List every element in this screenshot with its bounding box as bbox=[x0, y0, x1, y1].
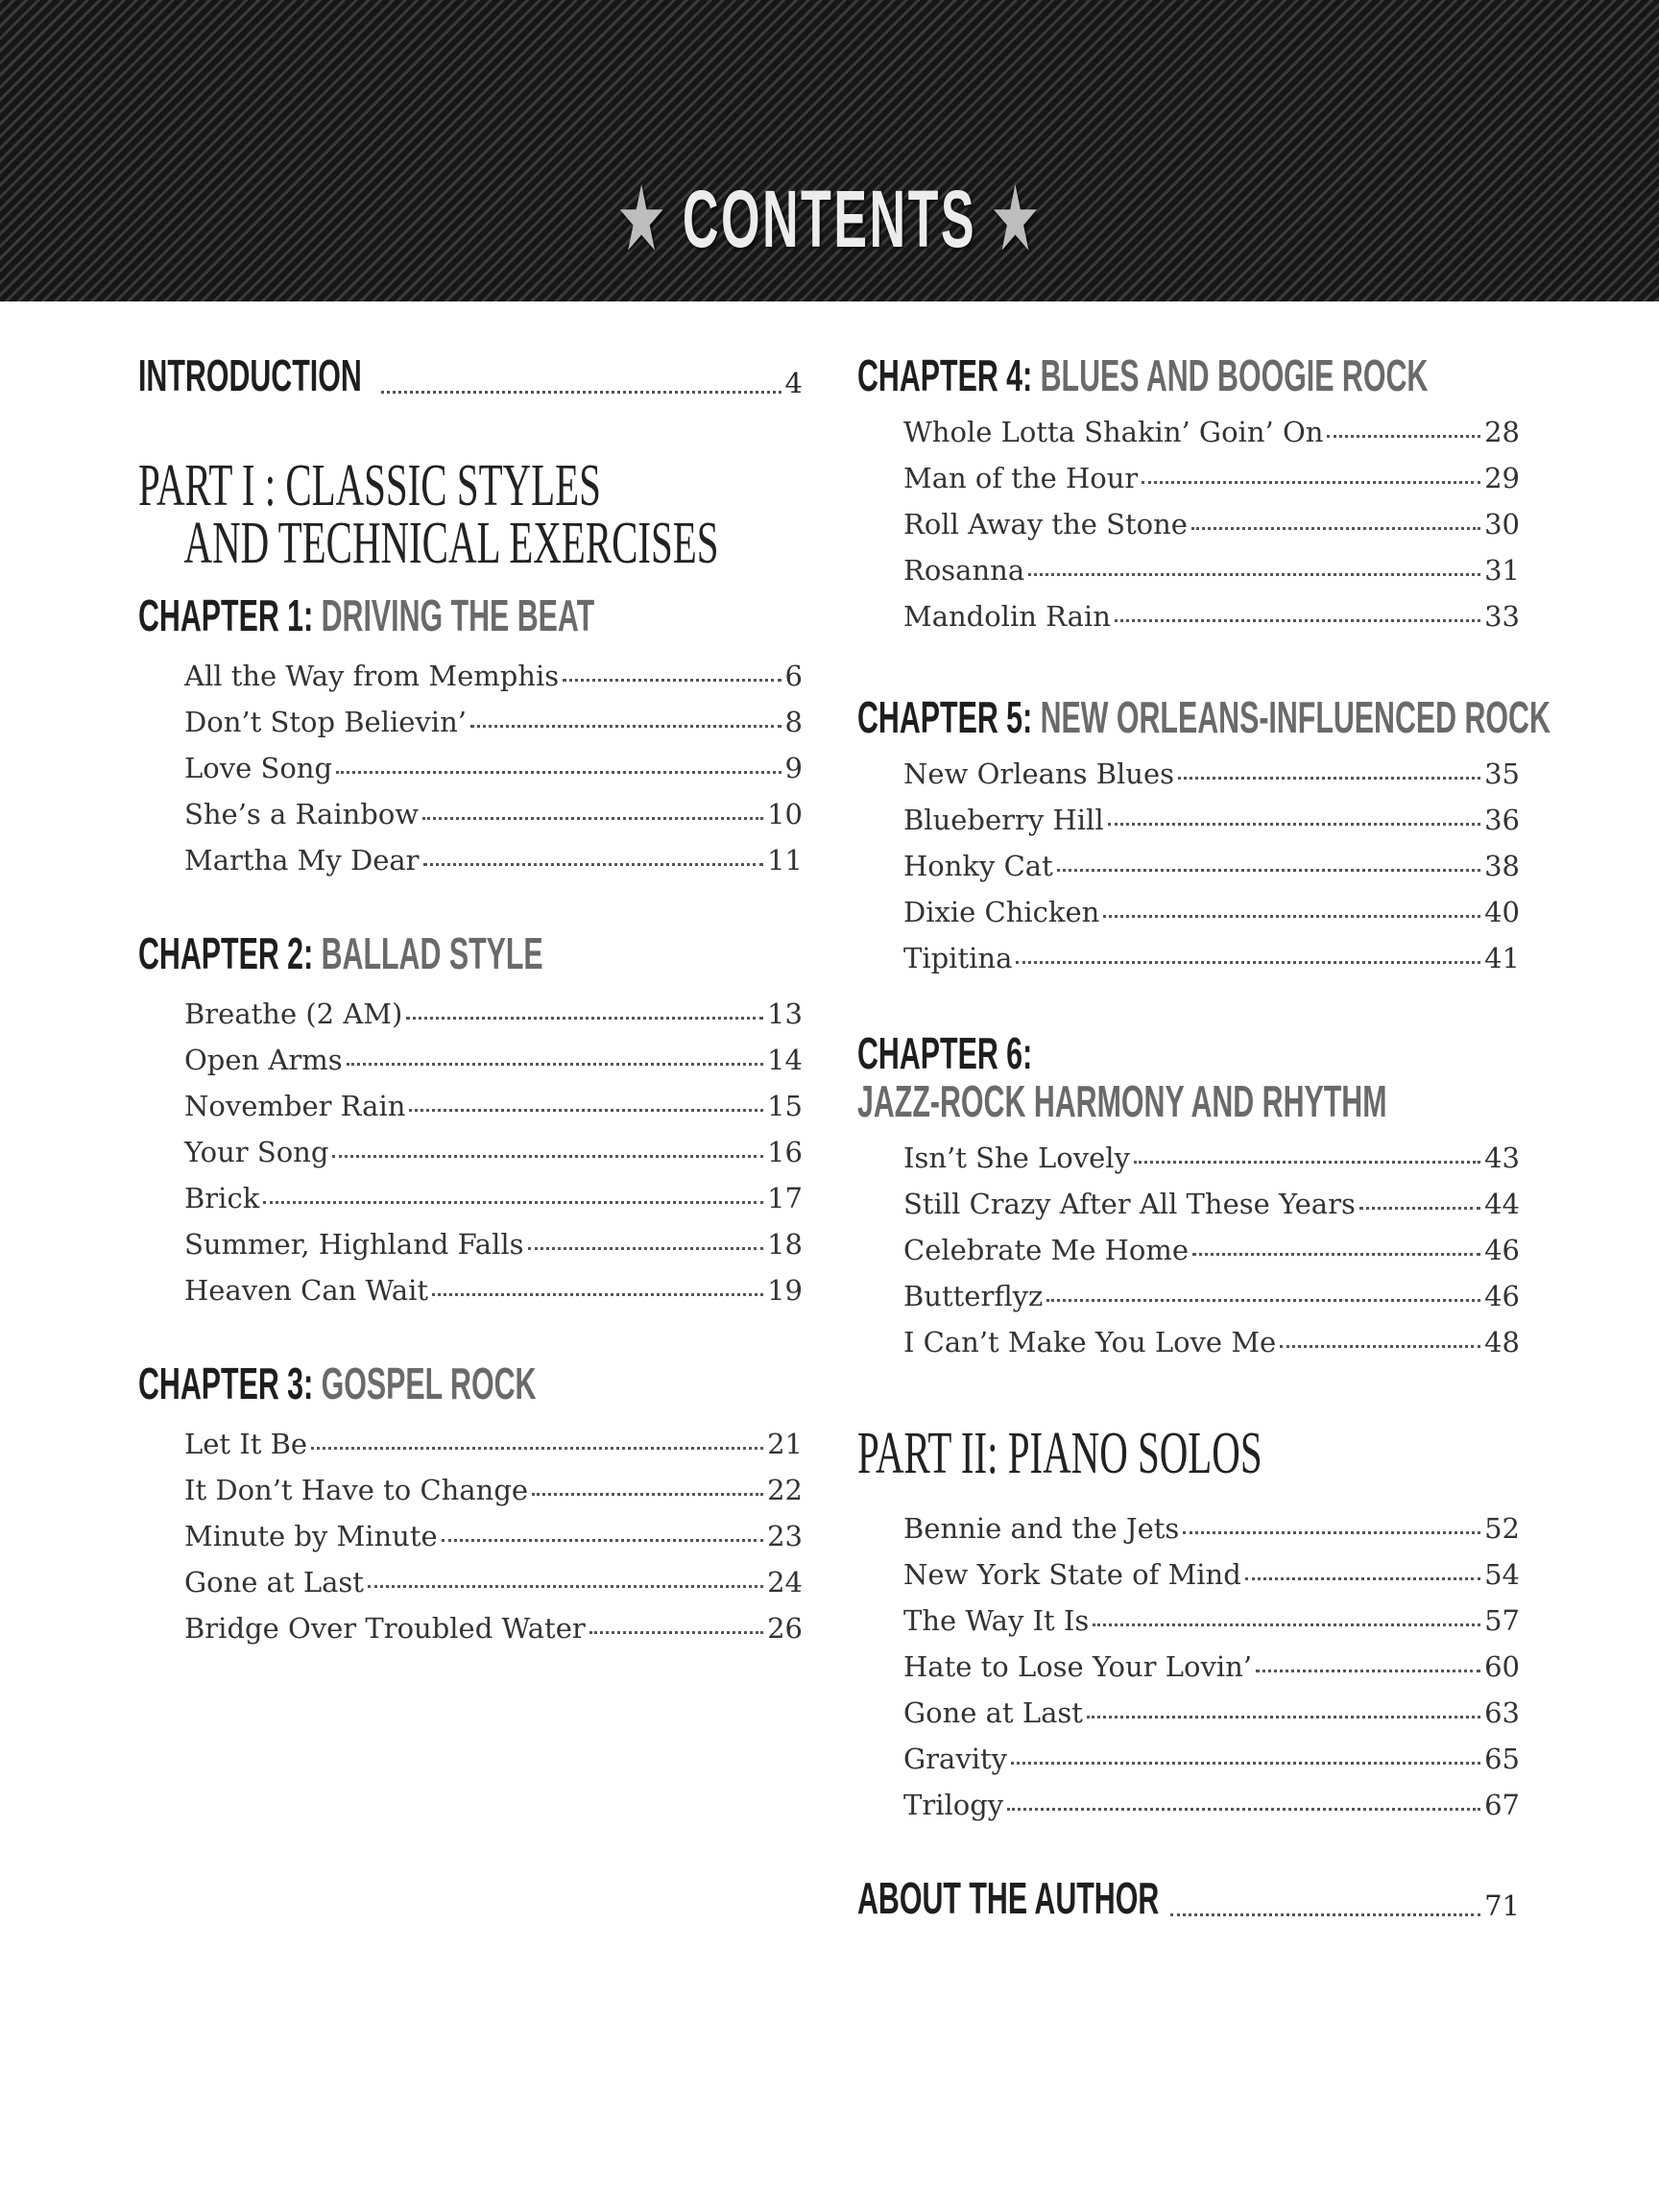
toc-entry[interactable] bbox=[138, 1037, 803, 1083]
leader-dots bbox=[1142, 481, 1480, 484]
toc-entry[interactable] bbox=[857, 593, 1520, 639]
entry-page: 26 bbox=[767, 1612, 803, 1645]
contents-title-text: CONTENTS bbox=[682, 174, 977, 264]
entry-title: New Orleans Blues bbox=[903, 757, 1175, 790]
entry-page: 57 bbox=[1484, 1604, 1520, 1637]
entry-title: She’s a Rainbow bbox=[184, 798, 420, 830]
leader-dots bbox=[406, 1017, 763, 1020]
entry-title: Mandolin Rain bbox=[903, 600, 1111, 633]
entry-page: 67 bbox=[1484, 1789, 1520, 1821]
chapter4-list bbox=[857, 409, 1520, 639]
toc-entry[interactable] bbox=[857, 409, 1520, 455]
leader-dots bbox=[528, 1247, 764, 1250]
toc-entry[interactable] bbox=[138, 1605, 803, 1651]
entry-title: Gravity bbox=[903, 1743, 1008, 1775]
leader-dots bbox=[422, 817, 763, 820]
entry-page: 35 bbox=[1484, 757, 1520, 790]
entry-title: It Don’t Have to Change bbox=[184, 1474, 529, 1506]
toc-entry[interactable] bbox=[857, 1782, 1520, 1828]
entry-page: 60 bbox=[1484, 1650, 1520, 1683]
leader-dots bbox=[442, 1539, 763, 1542]
leader-dots bbox=[1256, 1670, 1480, 1672]
entry-page: 38 bbox=[1484, 850, 1520, 882]
entry-page: 65 bbox=[1484, 1743, 1520, 1775]
entry-title: New York State of Mind bbox=[903, 1558, 1241, 1591]
toc-entry[interactable] bbox=[138, 1421, 803, 1467]
leader-dots bbox=[589, 1631, 763, 1634]
chapter-name: GOSPEL ROCK bbox=[321, 1358, 537, 1408]
entry-title: Gone at Last bbox=[903, 1696, 1083, 1729]
leader-dots bbox=[1183, 1531, 1480, 1534]
entry-page: 11 bbox=[767, 844, 803, 877]
part1-title-line1: PART I : CLASSIC STYLES bbox=[138, 453, 601, 518]
entry-title: Martha My Dear bbox=[184, 844, 420, 877]
entry-title: Gone at Last bbox=[184, 1566, 364, 1599]
toc-entry[interactable] bbox=[138, 837, 803, 883]
toc-entry[interactable] bbox=[857, 1736, 1520, 1782]
leader-dots bbox=[409, 1109, 763, 1112]
leader-dots bbox=[1280, 1345, 1480, 1348]
chapter6-list bbox=[857, 1135, 1520, 1365]
entry-title: All the Way from Memphis bbox=[184, 660, 560, 692]
chapter-name: DRIVING THE BEAT bbox=[321, 590, 595, 640]
toc-entry[interactable] bbox=[857, 1227, 1520, 1273]
entry-title: Tipitina bbox=[903, 942, 1013, 974]
entry-title: Honky Cat bbox=[903, 850, 1053, 882]
entry-page: 13 bbox=[767, 998, 803, 1030]
entry-page: 21 bbox=[767, 1428, 803, 1460]
entry-page: 15 bbox=[767, 1090, 803, 1122]
chapter6-heading-name bbox=[857, 1076, 1387, 1126]
leader-dots bbox=[1359, 1207, 1480, 1210]
entry-page: 16 bbox=[767, 1136, 803, 1168]
part1-title-line2: AND TECHNICAL EXERCISES bbox=[183, 511, 719, 576]
entry-page: 18 bbox=[767, 1228, 803, 1261]
toc-entry[interactable] bbox=[857, 1319, 1520, 1365]
toc-entry[interactable] bbox=[857, 547, 1520, 593]
entry-title: Bennie and the Jets bbox=[903, 1512, 1180, 1545]
chapter5-heading bbox=[857, 687, 1551, 747]
leader-dots bbox=[1115, 619, 1480, 622]
chapter-prefix: CHAPTER 4: bbox=[857, 350, 1033, 400]
toc-entry[interactable] bbox=[138, 791, 803, 837]
leader-dots bbox=[563, 679, 781, 682]
toc-entry[interactable] bbox=[857, 843, 1520, 889]
toc-entry[interactable] bbox=[138, 1467, 803, 1513]
entry-page: 28 bbox=[1484, 416, 1520, 448]
page-number: 4 bbox=[784, 367, 803, 399]
entry-title: Roll Away the Stone bbox=[903, 508, 1188, 541]
chapter1-heading bbox=[138, 586, 595, 645]
chapter-prefix: CHAPTER 5: bbox=[857, 692, 1033, 742]
entry-title: The Way It Is bbox=[903, 1604, 1090, 1637]
entry-title: Don’t Stop Believin’ bbox=[184, 706, 467, 738]
entry-title: Still Crazy After All These Years bbox=[903, 1188, 1356, 1220]
entry-title: Brick bbox=[184, 1182, 260, 1214]
toc-entry[interactable] bbox=[857, 1690, 1520, 1736]
entry-title: Your Song bbox=[184, 1136, 329, 1168]
entry-title: Dixie Chicken bbox=[903, 896, 1100, 928]
toc-entry[interactable] bbox=[138, 699, 803, 745]
entry-page: 29 bbox=[1484, 462, 1520, 494]
leader-dots bbox=[263, 1201, 763, 1204]
leader-dots bbox=[336, 771, 781, 774]
entry-title: Celebrate Me Home bbox=[903, 1234, 1190, 1266]
entry-page: 9 bbox=[784, 752, 803, 784]
chapter5-list bbox=[857, 751, 1520, 981]
entry-title: Butterflyz bbox=[903, 1280, 1044, 1312]
leader-dots bbox=[1192, 1253, 1480, 1256]
toc-entry[interactable] bbox=[857, 935, 1520, 981]
leader-dots bbox=[1007, 1808, 1480, 1811]
leader-dots bbox=[1057, 869, 1480, 872]
part2-list bbox=[857, 1505, 1520, 1828]
toc-entry[interactable] bbox=[138, 1513, 803, 1559]
introduction-heading: INTRODUCTION bbox=[138, 350, 362, 400]
right-column bbox=[857, 336, 1551, 1928]
leader-dots bbox=[1245, 1577, 1480, 1580]
leader-dots bbox=[1093, 1623, 1480, 1626]
chapter3-heading bbox=[138, 1354, 577, 1413]
entry-title: Breathe (2 AM) bbox=[184, 998, 403, 1030]
star-right-icon: ★ bbox=[993, 174, 1041, 264]
page-number: 71 bbox=[1484, 1889, 1520, 1922]
chapter-prefix: CHAPTER 2: bbox=[138, 928, 314, 978]
chapter1-list bbox=[138, 653, 803, 883]
entry-page: 6 bbox=[784, 660, 803, 692]
entry-page: 30 bbox=[1484, 508, 1520, 541]
entry-title: Whole Lotta Shakin’ Goin’ On bbox=[903, 416, 1324, 448]
leader-dots bbox=[1134, 1161, 1480, 1164]
entry-title: Isn’t She Lovely bbox=[903, 1142, 1130, 1174]
toc-entry[interactable] bbox=[138, 1267, 803, 1313]
entry-title: November Rain bbox=[184, 1090, 406, 1122]
leader-dots bbox=[332, 1155, 763, 1158]
entry-page: 43 bbox=[1484, 1142, 1520, 1174]
entry-title: Summer, Highland Falls bbox=[184, 1228, 524, 1261]
toc-entry[interactable] bbox=[857, 751, 1520, 797]
entry-page: 19 bbox=[767, 1274, 803, 1307]
entry-page: 41 bbox=[1484, 942, 1520, 974]
entry-page: 40 bbox=[1484, 896, 1520, 928]
entry-page: 14 bbox=[767, 1044, 803, 1076]
entry-title: Trilogy bbox=[903, 1789, 1004, 1821]
chapter-prefix: CHAPTER 3: bbox=[138, 1358, 314, 1408]
entry-page: 36 bbox=[1484, 804, 1520, 836]
leader-dots bbox=[1170, 1913, 1480, 1916]
leader-dots bbox=[532, 1493, 763, 1496]
chapter-name: BALLAD STYLE bbox=[321, 928, 543, 978]
entry-title: Rosanna bbox=[903, 554, 1025, 587]
leader-dots bbox=[1103, 915, 1480, 918]
entry-page: 8 bbox=[784, 706, 803, 738]
leader-dots bbox=[1327, 435, 1480, 438]
page-title bbox=[315, 171, 1343, 267]
entry-page: 46 bbox=[1484, 1234, 1520, 1266]
chapter3-list bbox=[138, 1421, 803, 1651]
about-author-heading: ABOUT THE AUTHOR bbox=[857, 1873, 1160, 1923]
entry-title: Open Arms bbox=[184, 1044, 343, 1076]
toc-entry[interactable] bbox=[138, 1559, 803, 1605]
toc-entry[interactable] bbox=[857, 1181, 1520, 1227]
star-left-icon: ★ bbox=[618, 174, 666, 264]
part2-title: PART II: PIANO SOLOS bbox=[857, 1421, 1262, 1486]
toc-entry[interactable] bbox=[138, 991, 803, 1037]
chapter6-heading-prefix: CHAPTER 6: bbox=[857, 1028, 1033, 1078]
toc-entry[interactable] bbox=[857, 1273, 1520, 1319]
entry-page: 46 bbox=[1484, 1280, 1520, 1312]
leader-dots bbox=[1011, 1762, 1480, 1765]
leader-dots bbox=[423, 863, 764, 866]
toc-entry[interactable] bbox=[857, 501, 1520, 547]
chapter-name: NEW ORLEANS-INFLUENCED ROCK bbox=[1040, 692, 1551, 742]
chapter2-heading bbox=[138, 924, 577, 983]
entry-page: 48 bbox=[1484, 1326, 1520, 1358]
toc-entry[interactable] bbox=[138, 1221, 803, 1267]
entry-title: Minute by Minute bbox=[184, 1520, 438, 1552]
leader-dots bbox=[1108, 823, 1481, 826]
entry-page: 52 bbox=[1484, 1512, 1520, 1545]
toc-entry[interactable] bbox=[138, 1083, 803, 1129]
leader-dots bbox=[470, 725, 781, 728]
entry-page: 54 bbox=[1484, 1558, 1520, 1591]
toc-entry[interactable] bbox=[138, 1129, 803, 1175]
entry-page: 22 bbox=[767, 1474, 803, 1506]
entry-page: 31 bbox=[1484, 554, 1520, 587]
toc-entry[interactable] bbox=[857, 1551, 1520, 1598]
entry-page: 10 bbox=[767, 798, 803, 830]
entry-title: Love Song bbox=[184, 752, 333, 784]
entry-page: 33 bbox=[1484, 600, 1520, 633]
leader-dots bbox=[368, 1585, 763, 1588]
leader-dots bbox=[1016, 961, 1480, 964]
entry-title: Bridge Over Troubled Water bbox=[184, 1612, 586, 1645]
header-banner bbox=[0, 0, 1659, 301]
about-author-row[interactable] bbox=[857, 1868, 1520, 1928]
entry-page: 24 bbox=[767, 1566, 803, 1599]
toc-entry[interactable] bbox=[857, 1135, 1520, 1181]
toc-entry[interactable] bbox=[857, 1598, 1520, 1644]
entry-page: 44 bbox=[1484, 1188, 1520, 1220]
entry-title: Man of the Hour bbox=[903, 462, 1139, 494]
left-column bbox=[138, 336, 803, 1651]
leader-dots bbox=[1087, 1716, 1480, 1719]
leader-dots bbox=[432, 1293, 763, 1296]
toc-entry[interactable] bbox=[138, 1175, 803, 1221]
entry-title: Hate to Lose Your Lovin’ bbox=[903, 1650, 1253, 1683]
leader-dots bbox=[381, 391, 781, 394]
leader-dots bbox=[1178, 777, 1480, 780]
toc-entry[interactable] bbox=[857, 1505, 1520, 1551]
entry-title: Let It Be bbox=[184, 1428, 308, 1460]
chapter-name: JAZZ-ROCK HARMONY AND RHYTHM bbox=[857, 1076, 1387, 1126]
entry-title: Blueberry Hill bbox=[903, 804, 1104, 836]
entry-page: 17 bbox=[767, 1182, 803, 1214]
toc-entry[interactable] bbox=[857, 455, 1520, 501]
toc-entry[interactable] bbox=[857, 889, 1520, 935]
leader-dots bbox=[1046, 1299, 1480, 1302]
toc-entry[interactable] bbox=[138, 745, 803, 791]
toc-entry[interactable] bbox=[857, 1644, 1520, 1690]
toc-entry[interactable] bbox=[138, 653, 803, 699]
entry-title: I Can’t Make You Love Me bbox=[903, 1326, 1277, 1358]
entry-title: Heaven Can Wait bbox=[184, 1274, 429, 1307]
leader-dots bbox=[347, 1063, 764, 1066]
chapter-name: BLUES AND BOOGIE ROCK bbox=[1040, 350, 1429, 400]
leader-dots bbox=[311, 1447, 763, 1450]
chapter-prefix: CHAPTER 1: bbox=[138, 590, 314, 640]
entry-page: 63 bbox=[1484, 1696, 1520, 1729]
leader-dots bbox=[1191, 527, 1480, 530]
entry-page: 23 bbox=[767, 1520, 803, 1552]
chapter4-heading bbox=[857, 346, 1429, 405]
introduction-row[interactable] bbox=[138, 346, 803, 405]
chapter2-list bbox=[138, 991, 803, 1313]
leader-dots bbox=[1028, 573, 1480, 576]
toc-entry[interactable] bbox=[857, 797, 1520, 843]
